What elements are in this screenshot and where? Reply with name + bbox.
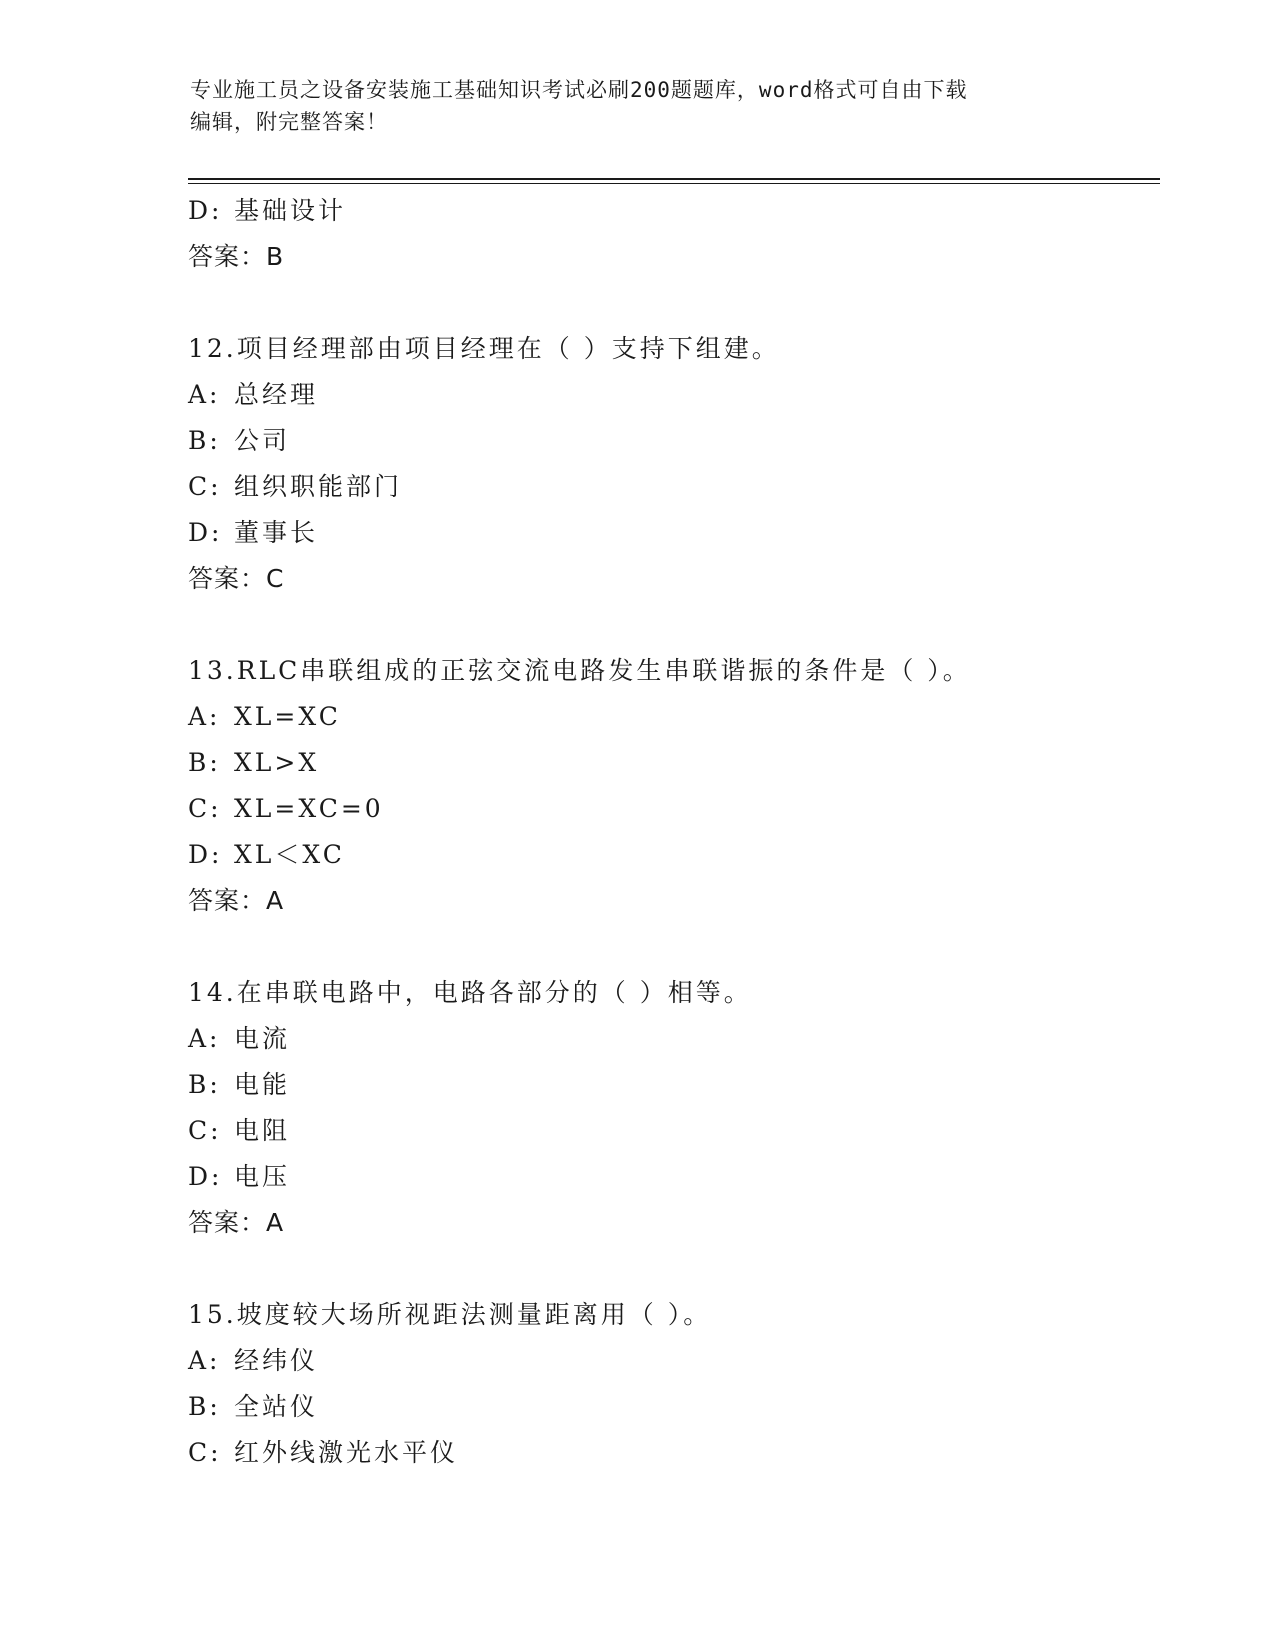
option-line xyxy=(188,1016,1160,1062)
option-text: 基础设计 xyxy=(234,196,347,225)
option-line xyxy=(188,1062,1160,1108)
option-key: C: xyxy=(188,1438,222,1467)
option-text: XL>X xyxy=(234,748,320,777)
question-stem: 14.在串联电路中，电路各部分的（ ）相等。 xyxy=(188,978,752,1007)
spacer xyxy=(188,924,1160,970)
answer-line: 答案：B xyxy=(188,242,285,271)
option-key: B: xyxy=(188,426,221,455)
option-text: 经纬仪 xyxy=(234,1346,319,1375)
option-key: C: xyxy=(188,794,222,823)
option-line xyxy=(188,464,1160,510)
option-key: D: xyxy=(188,840,223,869)
option-text: XL=XC=0 xyxy=(234,794,384,823)
option-line xyxy=(188,188,1160,234)
option-text: 红外线激光水平仪 xyxy=(234,1438,459,1467)
option-key: B: xyxy=(188,748,221,777)
option-line xyxy=(188,510,1160,556)
option-line xyxy=(188,1384,1160,1430)
question-stem: 13.RLC串联组成的正弦交流电路发生串联谐振的条件是（ ）。 xyxy=(188,656,971,685)
option-key: C: xyxy=(188,1116,222,1145)
option-key: C: xyxy=(188,472,222,501)
spacer xyxy=(188,1246,1160,1292)
answer-line: 答案：A xyxy=(188,1208,285,1237)
spacer xyxy=(188,280,1160,326)
option-text: 电流 xyxy=(234,1024,291,1053)
option-line xyxy=(188,786,1160,832)
option-key: B: xyxy=(188,1070,221,1099)
option-key: D: xyxy=(188,518,223,547)
option-text: 总经理 xyxy=(234,380,319,409)
option-text: 电压 xyxy=(234,1162,291,1191)
option-line xyxy=(188,1154,1160,1200)
option-key: A: xyxy=(188,702,221,731)
option-line xyxy=(188,372,1160,418)
option-key: A: xyxy=(188,1024,221,1053)
answer-line: 答案：C xyxy=(188,564,285,593)
option-text: 全站仪 xyxy=(234,1392,319,1421)
option-line xyxy=(188,694,1160,740)
option-line xyxy=(188,1430,1160,1476)
answer-line: 答案：A xyxy=(188,886,285,915)
document-header xyxy=(190,74,1090,138)
option-key: A: xyxy=(188,380,221,409)
header-divider-thin xyxy=(188,183,1160,184)
option-key: D: xyxy=(188,1162,223,1191)
option-text: 电阻 xyxy=(234,1116,291,1145)
option-text: 公司 xyxy=(234,426,291,455)
option-key: D: xyxy=(188,196,223,225)
option-line xyxy=(188,832,1160,878)
option-text: XL＜XC xyxy=(234,840,345,869)
option-text: 电能 xyxy=(234,1070,291,1099)
option-key: B: xyxy=(188,1392,221,1421)
spacer xyxy=(188,602,1160,648)
option-line xyxy=(188,418,1160,464)
header-divider-thick xyxy=(188,178,1160,180)
header-line-2: 编辑，附完整答案！ xyxy=(190,110,388,134)
option-text: 董事长 xyxy=(234,518,319,547)
question-stem: 12.项目经理部由项目经理在（ ）支持下组建。 xyxy=(188,334,780,363)
option-line xyxy=(188,1338,1160,1384)
option-line xyxy=(188,740,1160,786)
header-line-1: 专业施工员之设备安装施工基础知识考试必刷200题题库，word格式可自由下载 xyxy=(190,78,968,102)
option-text: XL=XC xyxy=(234,702,341,731)
option-text: 组织职能部门 xyxy=(234,472,403,501)
option-key: A: xyxy=(188,1346,221,1375)
question-stem: 15.坡度较大场所视距法测量距离用（ ）。 xyxy=(188,1300,712,1329)
option-line xyxy=(188,1108,1160,1154)
question-content xyxy=(188,188,1160,1476)
